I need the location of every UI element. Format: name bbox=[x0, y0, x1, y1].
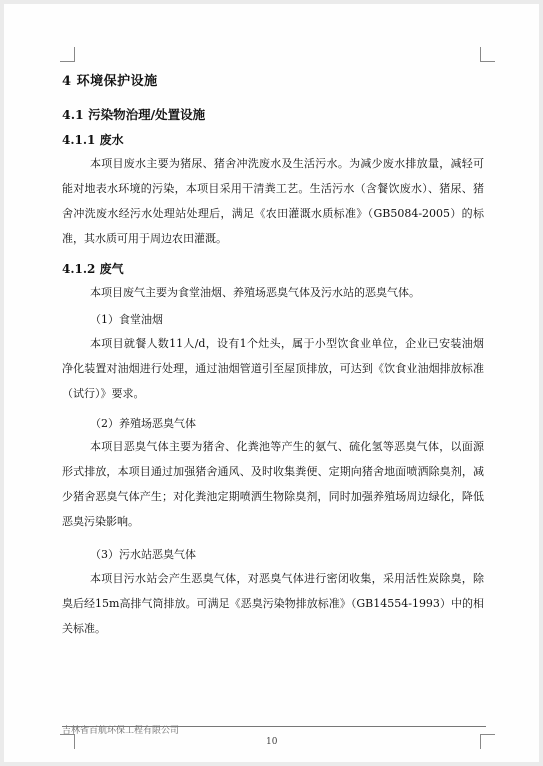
kitchen-fumes-paragraph: 本项目就餐人数11人/d，设有1个灶头，属于小型饮食业单位，企业已安装油烟净化装置对油烟进行处理，通过油烟管道引至屋顶排放，可达到《饮食业油烟排放标准（试行）》要求。 bbox=[62, 337, 484, 400]
farm-odor-paragraph: 本项目恶臭气体主要为猪舍、化粪池等产生的氨气、硫化氢等恶臭气体，以面源形式排放，本项目通过加强猪舍通风、及时收集粪便、定期向猪舍地面喷洒除臭剂，减少猪舍恶臭气体产生；对化粪池定期喷洒生物除臭剂，同时加强养殖场周边绿化，降低恶臭污染影响。 bbox=[62, 440, 484, 528]
exhaust-intro-paragraph: 本项目废气主要为食堂油烟、养殖场恶臭气体及污水站的恶臭气体。 bbox=[90, 286, 420, 299]
subheading-farm-odor: （2）养殖场恶臭气体 bbox=[90, 417, 196, 430]
footer-divider bbox=[62, 726, 486, 727]
crop-mark-top-left bbox=[60, 47, 75, 62]
subheading-wastewater-station-odor: （3）污水站恶臭气体 bbox=[90, 548, 196, 561]
heading-exhaust-gas: 4.1.2 废气 bbox=[62, 262, 124, 276]
document-page bbox=[4, 4, 539, 762]
heading-pollution-facilities: 4.1 污染物治理/处置设施 bbox=[62, 107, 206, 122]
heading-environmental-protection: 4 环境保护设施 bbox=[62, 74, 158, 89]
crop-mark-bottom-right bbox=[480, 734, 495, 749]
crop-mark-top-right bbox=[480, 47, 495, 62]
page-number: 10 bbox=[266, 737, 278, 747]
wastewater-paragraph: 本项目废水主要为猪尿、猪舍冲洗废水及生活污水。为减少废水排放量，减轻可能对地表水环境的污染，本项目采用干清粪工艺。生活污水（含餐饮废水）、猪尿、猪舍冲洗废水经污水处理站处理后，满足《农田灌溉水质标准》（GB5084-2005）的标准，其水质可用于周边农田灌溉。 bbox=[62, 157, 484, 245]
heading-wastewater: 4.1.1 废水 bbox=[62, 133, 124, 147]
subheading-kitchen-fumes: （1）食堂油烟 bbox=[90, 313, 163, 326]
crop-mark-bottom-left bbox=[60, 734, 75, 749]
wastewater-station-odor-paragraph: 本项目污水站会产生恶臭气体，对恶臭气体进行密闭收集，采用活性炭除臭，除臭后经15m高排气筒排放。可满足《恶臭污染物排放标准》（GB14554-1993）中的相关标准。 bbox=[62, 572, 484, 635]
footer-company-name: 吉林省百航环保工程有限公司 bbox=[62, 726, 180, 736]
